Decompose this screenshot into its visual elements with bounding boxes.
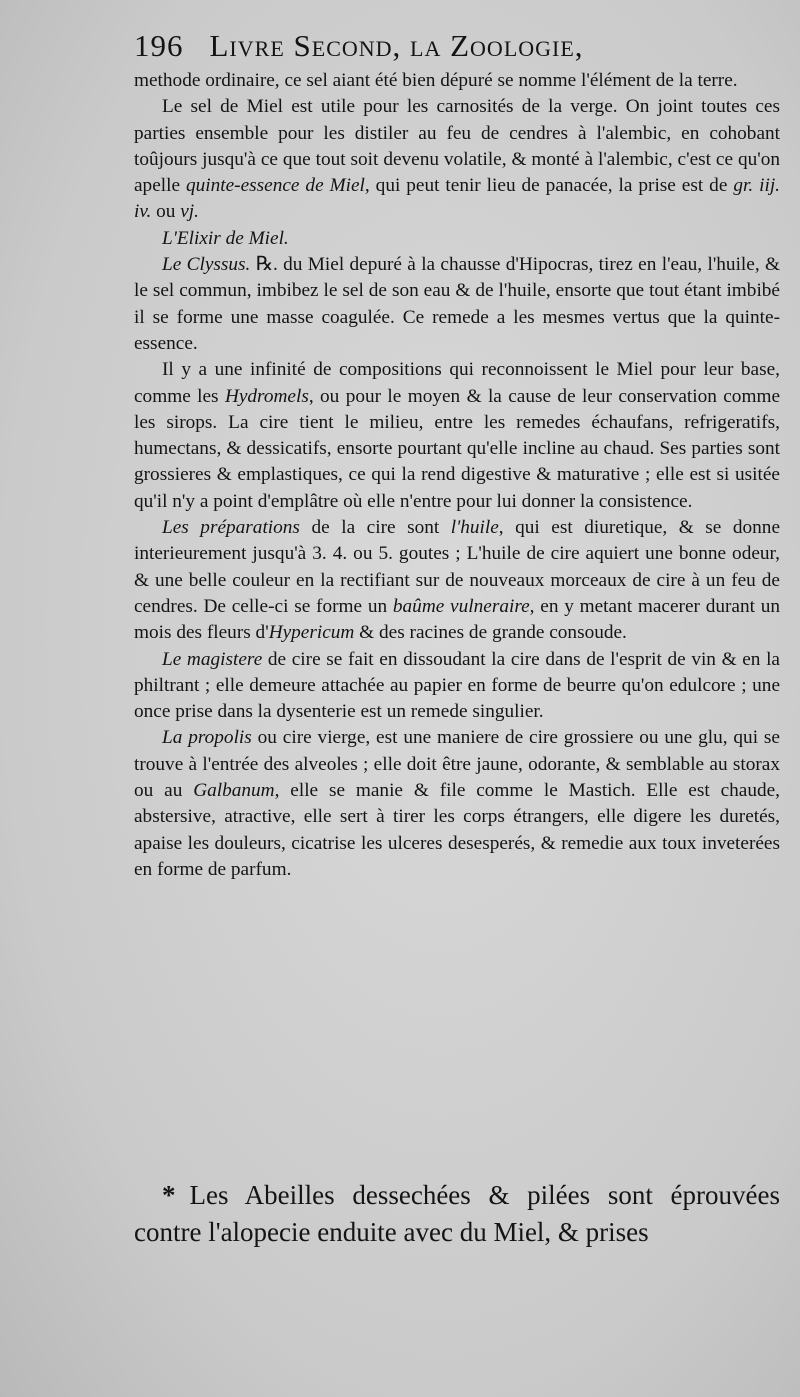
italic-run: L'Elixir de Miel. [162, 227, 289, 249]
italic-run: Hydromels [224, 385, 309, 407]
text-run: de la cire sont [299, 517, 451, 539]
italic-run: Hypericum [268, 622, 355, 644]
paragraph [134, 94, 780, 225]
italic-run: gr. iij. iv. [134, 175, 780, 223]
footnote [134, 1177, 780, 1251]
italic-run: Le magistere [162, 648, 263, 670]
paragraph [134, 68, 780, 94]
body-text [134, 68, 780, 883]
text-run: , qui est diuretique, & se donne interieurement jusqu'à 3. 4. ou 5. goutes ; L'huile de cire aquiert une bonne odeur, & une belle couleur en la rectifiant sur de nouveaux morceaux de cire à un feu de cendres. De celle-ci se forme un [134, 517, 781, 617]
italic-run: Les préparations [162, 517, 300, 539]
running-title: Livre Second, la Zoologie, [209, 28, 584, 63]
italic-run: La propolis [162, 727, 252, 749]
text-run: ℞. du Miel depuré à la chausse d'Hipocras, tirez en l'eau, l'huile, & le sel commun, imbibez le sel de son eau & de l'huile, ensorte que tout étant imbibé il se forme une masse coagulée. Ce remede a les mesmes vertus que la quinte-essence. [134, 254, 780, 354]
italic-run: baûme vulneraire [392, 595, 530, 617]
text-run: , qui peut tenir lieu de panacée, la prise est de [364, 175, 734, 197]
paragraph [134, 252, 780, 357]
paragraph [134, 226, 780, 252]
paragraph [134, 515, 780, 646]
text-run: Il y a une infinité de compositions qui reconnoissent le Miel pour leur base, comme les [134, 359, 780, 407]
text-run: ou [151, 201, 181, 223]
italic-run: vj. [180, 201, 199, 223]
text-run: & des racines de grande consoude. [354, 622, 627, 644]
footnote-text: Les Abeilles dessechées & pilées sont éprouvées contre l'alopecie enduite avec du Miel, & prises [134, 1180, 780, 1247]
text-run: ou cire vierge, est une maniere de cire grossiere ou une glu, qui se trouve à l'entrée des alveoles ; elle doit être jaune, odorante, & semblable au storax ou au [134, 727, 780, 802]
text-run: methode ordinaire, ce sel aiant été bien dépuré se nomme l'élément de la terre. [134, 70, 738, 91]
paragraph [134, 725, 780, 883]
paragraph [134, 647, 780, 726]
paragraph [134, 357, 780, 515]
text-run: , ou pour le moyen & la cause de leur conservation comme les sirops. La cire tient le milieu, entre les remedes échaufans, refrigeratifs, humectans, & dessicatifs, ensorte pourtant qu'elle incline au chaud. Ses parties sont grossieres & emplastiques, ce qui la rend digestive & maturative ; elle est si usitée qu'il n'y a point d'emplâtre où elle n'entre pour lui donner la consistence. [134, 385, 780, 512]
text-run: , elle se manie & file comme le Mastich. Elle est chaude, abstersive, atractive, elle sert à tirer les corps étrangers, elle digere les duretés, apaise les douleurs, cicatrise les ulceres desesperés, & remedie aux toux inveterées en forme de parfum. [134, 780, 780, 880]
italic-run: quinte-essence de Miel [185, 175, 365, 197]
text-run: de cire se fait en dissoudant la cire dans de l'esprit de vin & en la philtrant ; elle demeure attachée au papier en forme de beurre qu'on edulcore ; une once prise dans la dysenterie est un remede singulier. [134, 648, 780, 723]
footnote-marker: * [162, 1180, 176, 1210]
italic-run: Le Clyssus. [162, 254, 251, 276]
italic-run: Galbanum [193, 780, 275, 802]
page-number: 196 [134, 28, 184, 63]
text-run: Le sel de Miel est utile pour les carnosités de la verge. On joint toutes ces parties ensemble pour les distiler au feu de cendres à l'alembic, en cohobant toûjours jusqu'à ce que tout soit devenu volatile, & monté à l'alembic, c'est ce qu'on apelle [134, 96, 780, 197]
italic-run: l'huile [450, 517, 499, 539]
page-header [134, 28, 774, 70]
text-run: , en y metant macerer durant un mois des fleurs d' [134, 595, 780, 644]
